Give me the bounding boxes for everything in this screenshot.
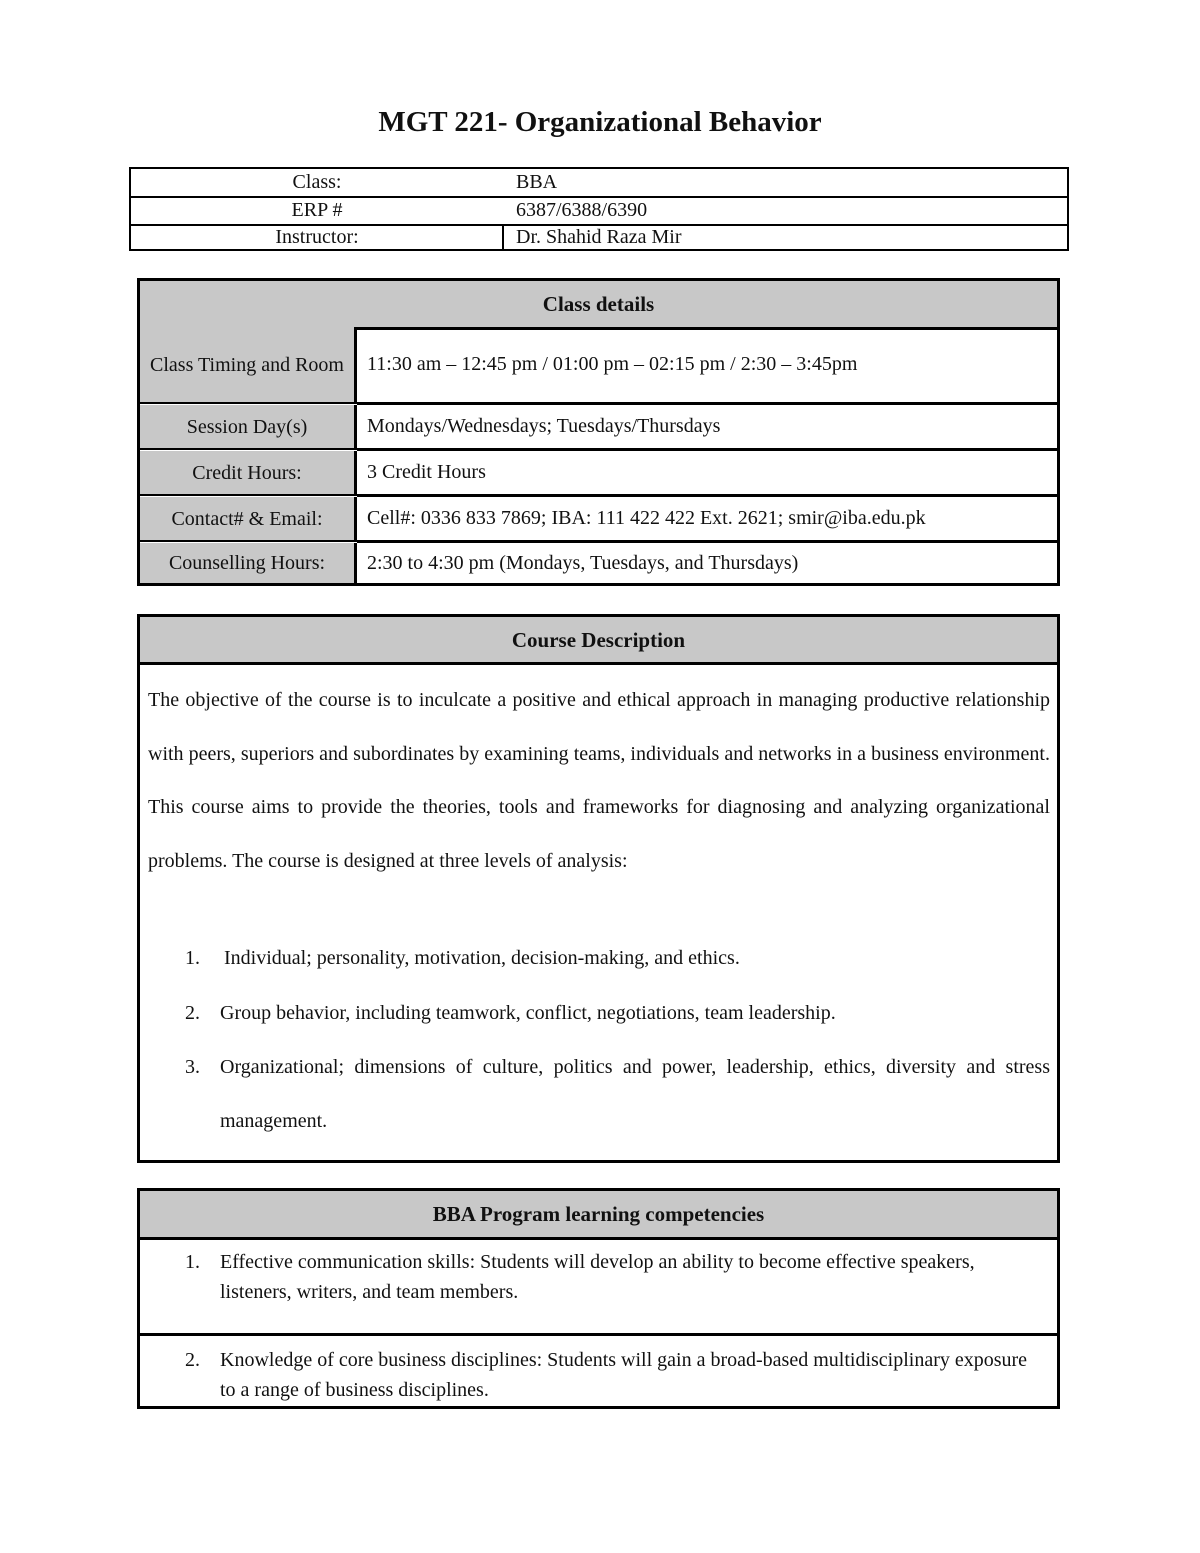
info-row-class	[131, 169, 1067, 198]
class-details-table	[137, 278, 1060, 586]
instructor-label: Instructor:	[275, 226, 359, 248]
instructor-value: Dr. Shahid Raza Mir	[516, 226, 682, 248]
item-text: Individual; personality, motivation, decision-making, and ethics.	[224, 947, 740, 969]
item-number: 1.	[185, 947, 200, 969]
row-divider	[140, 1333, 1057, 1336]
course-info-table	[129, 167, 1069, 251]
competencies-heading: BBA Program learning competencies	[140, 1191, 1057, 1240]
details-value: 11:30 am – 12:45 pm / 01:00 pm – 02:15 pm / 2:30 – 3:45pm	[367, 353, 858, 375]
class-details-heading: Class details	[140, 281, 1057, 330]
item-number: 2.	[185, 1349, 200, 1371]
details-label: Session Day(s)	[140, 405, 357, 448]
row-divider	[140, 540, 357, 542]
row-divider	[140, 402, 357, 404]
item-number: 3.	[185, 1056, 200, 1078]
details-value: 2:30 to 4:30 pm (Mondays, Tuesdays, and Thursdays)	[367, 551, 799, 574]
item-number: 1.	[185, 1251, 200, 1273]
erp-value: 6387/6388/6390	[516, 199, 648, 221]
course-description-box	[137, 614, 1060, 1163]
details-value: Mondays/Wednesdays; Tuesdays/Thursdays	[367, 415, 721, 437]
item-number: 2.	[185, 1002, 200, 1024]
item-text: Knowledge of core business disciplines: Students will gain a broad-based multidisciplinary exposure to a range of business disciplines.	[220, 1349, 1028, 1401]
info-row-instructor	[131, 224, 1067, 251]
details-label: Class Timing and Room	[140, 327, 357, 402]
item-text: Group behavior, including teamwork, conflict, negotiations, team leadership.	[220, 1002, 836, 1024]
details-label: Credit Hours:	[140, 451, 357, 494]
row-divider	[140, 494, 357, 496]
course-description-text: The objective of the course is to inculcate a positive and ethical approach in managing productive relationship with peers, superiors and subordinates by examining teams, individuals and networks in a business environment. This course aims to provide the theories, tools and frameworks for diagnosing and analyzing organizational problems. The course is designed at three levels of analysis:	[148, 689, 1050, 872]
details-row-counselling	[140, 543, 1057, 583]
class-label: Class:	[292, 171, 342, 193]
course-description-heading: Course Description	[140, 617, 1057, 665]
instructor-divider	[502, 224, 504, 251]
details-row-timing	[140, 327, 1057, 402]
page-title: MGT 221- Organizational Behavior	[378, 106, 822, 138]
item-text: Effective communication skills: Students will develop an ability to become effective speakers, listeners, writers, and team members.	[220, 1251, 975, 1303]
details-row-session	[140, 405, 1057, 448]
item-text: Organizational; dimensions of culture, politics and power, leadership, ethics, diversity and stress management.	[220, 1056, 1050, 1132]
details-row-credit	[140, 451, 1057, 494]
row-divider	[140, 448, 357, 450]
details-value: Cell#: 0336 833 7869; IBA: 111 422 422 Ext. 2621; smir@iba.edu.pk	[367, 507, 926, 529]
details-label: Contact# & Email:	[140, 497, 357, 540]
competencies-box	[137, 1188, 1060, 1409]
info-row-erp	[131, 197, 1067, 226]
details-value: 3 Credit Hours	[367, 461, 486, 483]
details-row-contact	[140, 497, 1057, 540]
class-value: BBA	[516, 171, 558, 193]
details-label: Counselling Hours:	[140, 543, 357, 583]
erp-label: ERP #	[291, 199, 343, 221]
